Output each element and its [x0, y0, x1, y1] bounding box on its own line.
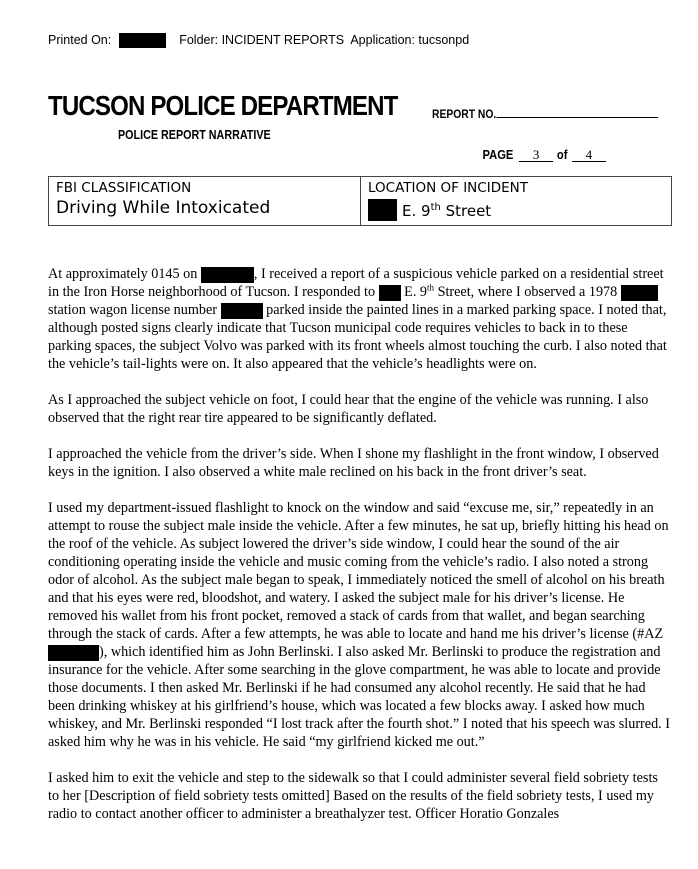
p4-text-a: I used my department-issued flashlight to knock on the window and said “excuse me, sir,” repeatedly in an attempt to rouse the subject male inside the vehicle. After a few minutes, he sat up, briefly hitting his head on the roof of the vehicle. As subject lowered the driver’s side window, I could hear the sound of the air conditioning operating inside the vehicle and music coming from the vehicle’s radio. I also noted a strong odor of alcohol. As the subject male began to speak, I immediately noticed the smell of alcohol on his breath and that his eyes were red, bloodshot, and watery. I asked the subject male for his driver’s license. He removed his wallet from his front pocket, removed a stack of cards from that wallet, and began searching through the stack of cards. After a few attempts, he was able to locate and hand me his driver’s license (#AZ: [48, 500, 669, 642]
redacted-street-number: [368, 199, 397, 221]
p1-text-a: At approximately 0145 on: [48, 266, 198, 282]
page-label: PAGE: [482, 147, 514, 162]
redacted-license-number: [48, 645, 99, 661]
fbi-classification-cell: [49, 177, 361, 225]
print-header: [48, 33, 469, 48]
p1-text-f: parked inside the painted lines in a marked parking space. I noted that, although posted signs clearly indicate that Tucson municipal code requires vehicles to back in to these parking spaces, the subject Volvo was parked with its front wheels almost touching the curb. I also noted that the vehicle’s tail-lights were on. It also appeared that the vehicle’s headlights were on.: [48, 302, 667, 372]
location-street-suffix: th: [430, 202, 441, 213]
report-number: [432, 106, 658, 121]
narrative-title: POLICE REPORT NARRATIVE: [118, 128, 271, 142]
report-narrative: [48, 265, 672, 841]
location-cell: [361, 177, 671, 225]
report-no-label: REPORT NO.: [432, 107, 497, 121]
report-no-line: [496, 106, 658, 118]
location-label: LOCATION OF INCIDENT: [368, 180, 528, 196]
location-value: [368, 199, 671, 221]
narrative-paragraph-3: I approached the vehicle from the driver’s side. When I shone my flashlight in the front window, I observed keys in the ignition. I also observed a white male reclined on his back in the front driver’s seat.: [48, 446, 659, 480]
p1-text-b: , I received a report of a suspicious vehicle parked on a residential street in the Iron Horse neighborhood of Tucson. I responded to: [48, 266, 664, 300]
p1-text-c-sup: th: [427, 282, 435, 293]
redacted-vehicle-make: [621, 285, 658, 301]
narrative-paragraph-5: I asked him to exit the vehicle and step to the sidewalk so that I could administer several field sobriety tests to her [Description of field sobriety tests omitted] Based on the results of the field sobriety tests, I used my radio to contact another officer to administer a breathalyzer test. Officer Horatio Gonzales: [48, 770, 658, 822]
page-total: 4: [572, 148, 606, 162]
narrative-paragraph-2: As I approached the subject vehicle on foot, I could hear that the engine of the vehicle was running. I also observed that the right rear tire appeared to be significantly deflated.: [48, 392, 649, 426]
narrative-paragraph-1: [48, 265, 672, 373]
redacted-address: [379, 285, 401, 301]
redacted-license-number: [221, 303, 263, 319]
incident-info-table: [48, 176, 672, 226]
p4-text-b: ), which identified him as John Berlinski. I also asked Mr. Berlinski to produce the registration and insurance for the vehicle. After some searching in the glove compartment, he was able to locate and provide those documents. I then asked Mr. Berlinski if he had consumed any alcohol recently. He said that he had been drinking whiskey at his girlfriend’s house, which was located a few blocks away. I asked how much whiskey, and Mr. Berlinski responded “I lost track after the fourth shot.” I noted that his speech was slurred. I asked him why he was in his vehicle. He said “my girlfriend kicked me out.”: [48, 644, 670, 750]
fbi-classification-label: FBI CLASSIFICATION: [56, 180, 192, 196]
page-of-label: of: [557, 147, 568, 162]
page-current: 3: [519, 148, 553, 162]
narrative-paragraph-4: [48, 499, 672, 751]
printed-on-label: Printed On:: [48, 33, 112, 47]
department-title: TUCSON POLICE DEPARTMENT: [48, 90, 398, 121]
redacted-date: [119, 33, 166, 48]
application-label: Application: tucsonpd: [350, 33, 470, 47]
redacted-date: [201, 267, 254, 283]
p1-text-d: Street, where I observed a 1978: [437, 284, 618, 300]
location-street-name: Street: [445, 202, 492, 220]
folder-label: Folder: INCIDENT REPORTS: [179, 33, 345, 47]
p1-text-e: station wagon license number: [48, 302, 218, 318]
fbi-classification-value: Driving While Intoxicated: [56, 198, 271, 218]
page-indicator: [480, 147, 606, 163]
location-street-prefix: E. 9: [402, 202, 431, 220]
p1-text-c: E. 9: [404, 284, 428, 300]
